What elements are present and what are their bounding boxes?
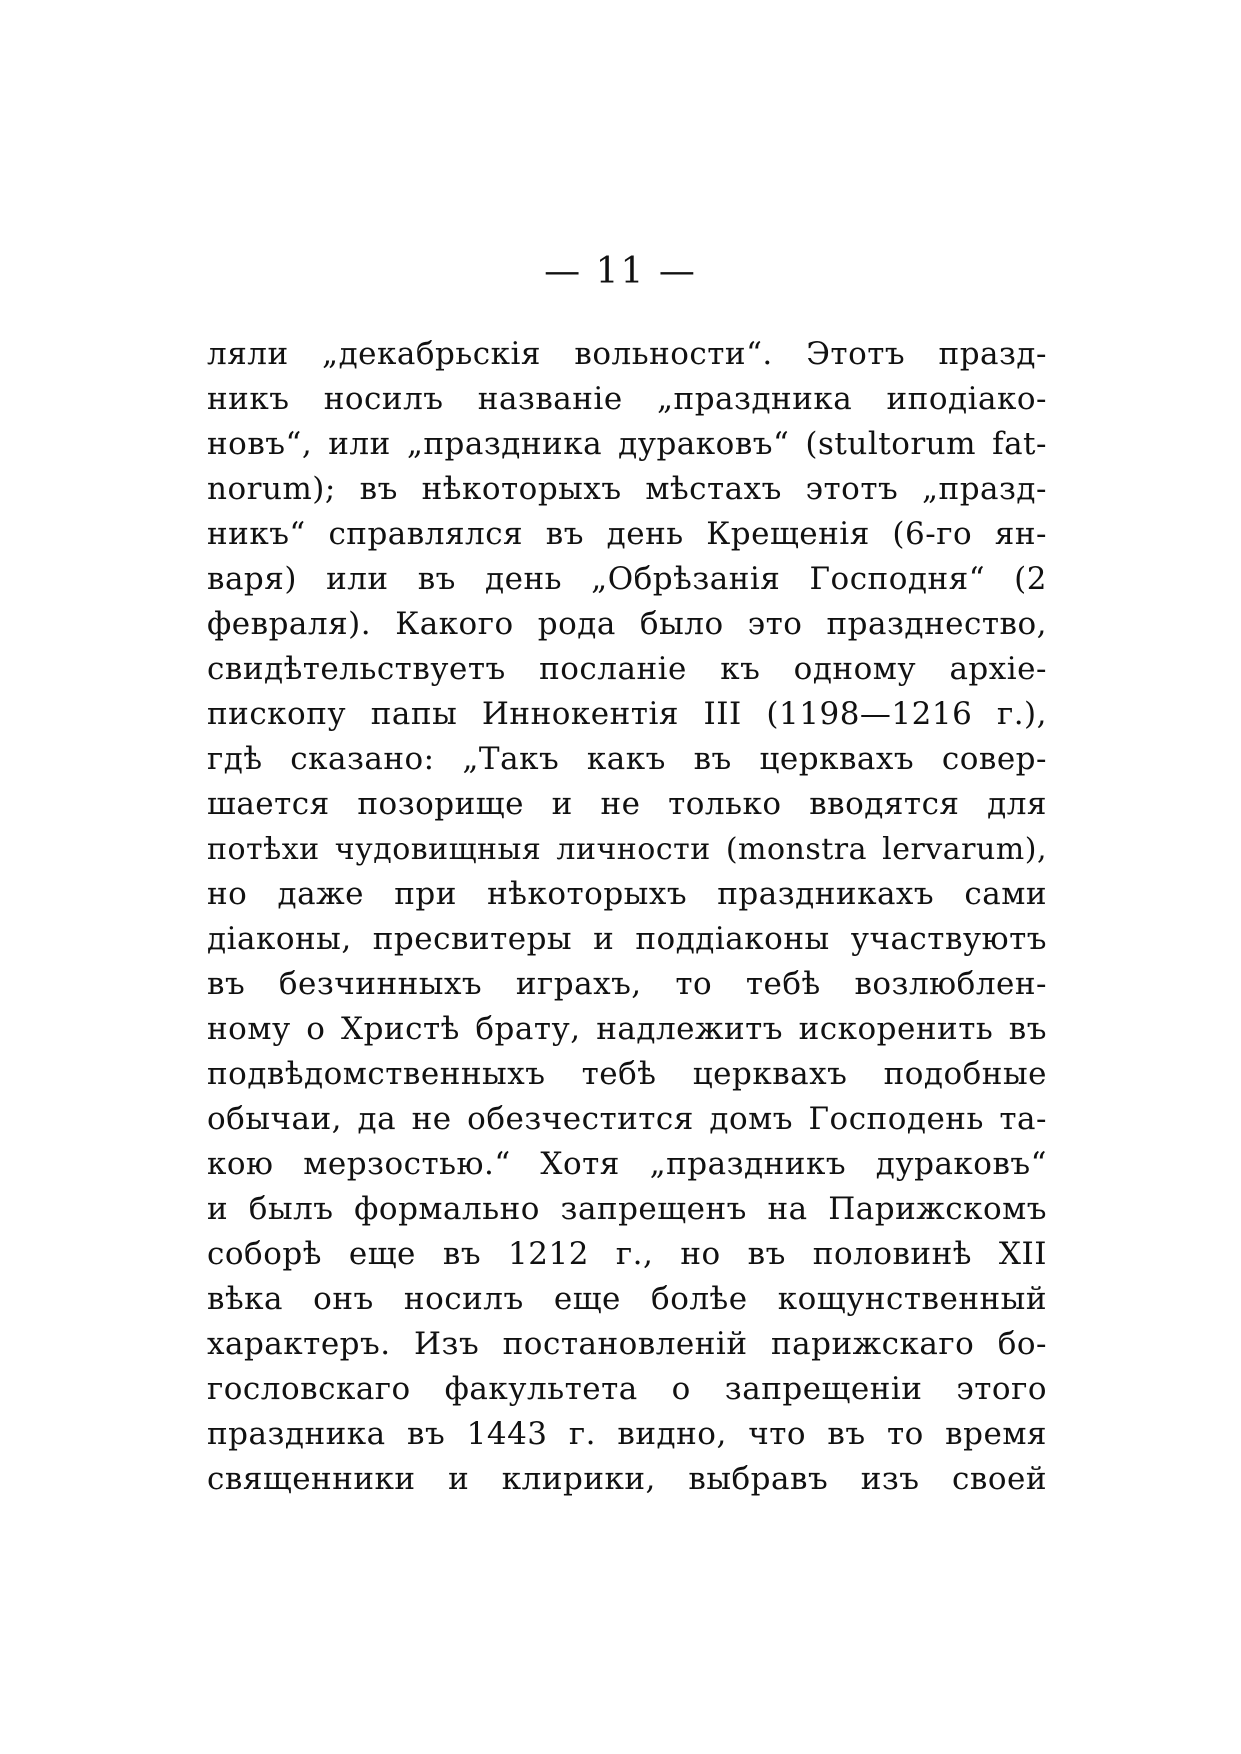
text-line: свидѣтельствуетъ посланіе къ одному архіе-: [207, 651, 1047, 687]
text-line: никъ носилъ названіе „праздника иподіако-: [207, 381, 1047, 417]
text-line: потѣхи чудовищныя личности (monstra lervarum),: [207, 832, 1047, 867]
text-line: вѣка онъ носилъ еще болѣе кощунственный: [207, 1281, 1047, 1317]
text-line: обычаи, да не обезчестится домъ Господень та-: [207, 1101, 1047, 1137]
text-line: ляли „декабрьскія вольности“. Этотъ празд-: [207, 336, 1047, 372]
text-line: діаконы, пресвитеры и поддіаконы участвуютъ: [207, 921, 1047, 957]
body-text: [207, 332, 1047, 1502]
text-line: новъ“, или „праздника дураковъ“ (stultorum fat-: [207, 426, 1047, 462]
text-line: кою мерзостью.“ Хотя „праздникъ дураковъ“: [207, 1146, 1047, 1182]
text-line: февраля). Какого рода было это празднество,: [207, 606, 1047, 642]
text-line: священники и клирики, выбравъ изъ своей: [207, 1461, 1047, 1497]
text-line: и былъ формально запрещенъ на Парижскомъ: [207, 1191, 1047, 1227]
text-line: ному о Христѣ брату, надлежитъ искоренить въ: [207, 1011, 1047, 1047]
text-line: въ безчинныхъ играхъ, то тебѣ возлюблен-: [207, 966, 1047, 1002]
text-line: шается позорище и не только вводятся для: [207, 786, 1047, 822]
text-line: характеръ. Изъ постановленій парижскаго бо-: [207, 1326, 1047, 1362]
text-line: подвѣдомственныхъ тебѣ церквахъ подобные: [207, 1056, 1047, 1092]
text-line: но даже при нѣкоторыхъ праздникахъ сами: [207, 876, 1047, 912]
page-number: — 11 —: [544, 251, 697, 292]
text-line: никъ“ справлялся въ день Крещенія (6-го ян-: [207, 516, 1047, 552]
text-line: пископу папы Иннокентія III (1198—1216 г.),: [207, 696, 1047, 732]
text-line: соборѣ еще въ 1212 г., но въ половинѣ XII: [207, 1236, 1047, 1272]
text-line: norum); въ нѣкоторыхъ мѣстахъ этотъ „празд-: [207, 471, 1047, 507]
text-line: праздника въ 1443 г. видно, что въ то время: [207, 1416, 1047, 1452]
text-line: гословскаго факультета о запрещеніи этого: [207, 1371, 1047, 1407]
text-line: варя) или въ день „Обрѣзанія Господня“ (2: [207, 561, 1047, 597]
text-line: гдѣ сказано: „Такъ какъ въ церквахъ совер-: [207, 741, 1047, 777]
